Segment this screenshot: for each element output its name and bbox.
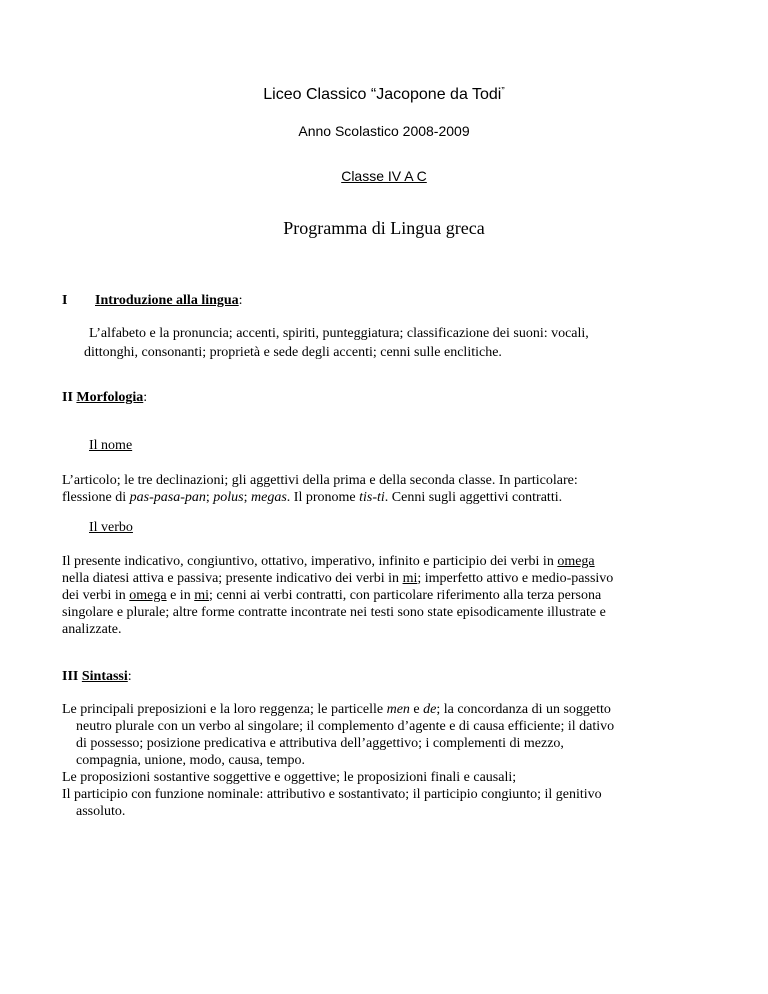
- syntax-p1-line4: compagnia, unione, modo, causa, tempo.: [76, 753, 305, 768]
- noun-l2c: ;: [205, 490, 214, 505]
- noun-line2: [62, 489, 562, 506]
- section3-title: Sintassi: [81, 669, 128, 684]
- section1-text-line2: dittonghi, consonanti; proprietà e sede degli accenti; cenni sulle enclitiche.: [84, 345, 502, 360]
- school-name: [0, 86, 768, 104]
- section3-number: III: [62, 669, 79, 684]
- program-title: Programma di Lingua greca: [283, 218, 485, 238]
- verb-l1b: omega: [557, 554, 595, 569]
- section1-number: I: [62, 293, 68, 308]
- noun-l2h: tis-ti: [359, 490, 385, 505]
- section2-colon: :: [143, 390, 148, 405]
- verb-line4: singolare e plurale; altre forme contratte incontrate nei testi sono state episodicamente illustrate e: [62, 605, 606, 620]
- syntax-p1-line2: neutro plurale con un verbo al singolare; il complemento d’agente e di causa efficiente; il dativo: [76, 719, 615, 734]
- noun-line1: L’articolo; le tre declinazioni; gli aggettivi della prima e della seconda classe. In particolare:: [62, 473, 578, 488]
- noun-l2f: megas: [251, 490, 287, 505]
- section1-heading: [95, 293, 243, 309]
- verb-l2b: mi: [402, 571, 418, 586]
- noun-l2d: polus: [213, 490, 244, 505]
- noun-l2e: ;: [243, 490, 252, 505]
- section2-heading: [62, 390, 147, 406]
- verb-heading: Il verbo: [89, 520, 133, 535]
- p1-l1e: ; la concordanza di un soggetto: [436, 702, 611, 717]
- syntax-p1-line3: di possesso; posizione predicativa e attributiva dell’aggettivo; i complementi di mezzo,: [76, 736, 564, 751]
- syntax-p3-line2: assoluto.: [76, 804, 126, 819]
- p1-l1d: de: [423, 702, 437, 717]
- verb-l3b: omega: [129, 588, 167, 603]
- p1-l1c: e: [409, 702, 424, 717]
- p1-l1a: Le principali preposizioni e la loro reggenza; le particelle: [62, 702, 387, 717]
- class-label-wrap: [0, 168, 768, 184]
- p1-l1b: men: [386, 702, 410, 717]
- syntax-p2: Le proposizioni sostantive soggettive e oggettive; le proposizioni finali e causali;: [62, 770, 517, 785]
- closing-quote: ”: [501, 86, 505, 97]
- school-name-text: Liceo Classico “Jacopone da Todi: [263, 86, 502, 103]
- noun-heading: Il nome: [89, 438, 133, 453]
- syntax-p3-line1: Il participio con funzione nominale: attributivo e sostantivato; il participio congiunto; il genitivo: [62, 787, 602, 802]
- school-year: Anno Scolastico 2008-2009: [298, 123, 470, 139]
- section3-heading: [62, 669, 132, 685]
- verb-l2c: ; imperfetto attivo e medio-passivo: [417, 571, 614, 586]
- class-label: Classe IV A C: [341, 168, 427, 184]
- section1-text-line1: L’alfabeto e la pronuncia; accenti, spiriti, punteggiatura; classificazione dei suoni: vocali,: [89, 326, 589, 341]
- syntax-p1-line1: [62, 701, 611, 718]
- verb-line2: [62, 570, 613, 587]
- section2-number: II: [62, 390, 73, 405]
- noun-l2b: pas-pasa-pan: [129, 490, 206, 505]
- section1-title: Introduzione alla lingua: [95, 293, 239, 308]
- noun-l2g: . Il pronome: [286, 490, 360, 505]
- verb-l3e: ; cenni ai verbi contratti, con particolare riferimento alla terza persona: [208, 588, 602, 603]
- verb-l3c: e in: [166, 588, 195, 603]
- section2-title: Morfologia: [76, 390, 144, 405]
- verb-line3: [62, 587, 601, 604]
- noun-l2a: flessione di: [62, 490, 130, 505]
- verb-l1a: Il presente indicativo, congiuntivo, ottativo, imperativo, infinito e participio dei verbi in: [62, 554, 558, 569]
- verb-line5: analizzate.: [62, 622, 122, 637]
- noun-l2i: . Cenni sugli aggettivi contratti.: [384, 490, 563, 505]
- section1-colon: :: [238, 293, 243, 308]
- verb-l2a: nella diatesi attiva e passiva; presente indicativo dei verbi in: [62, 571, 403, 586]
- section3-colon: :: [127, 669, 132, 684]
- verb-l3d: mi: [194, 588, 209, 603]
- verb-line1: [62, 553, 595, 570]
- verb-l3a: dei verbi in: [62, 588, 130, 603]
